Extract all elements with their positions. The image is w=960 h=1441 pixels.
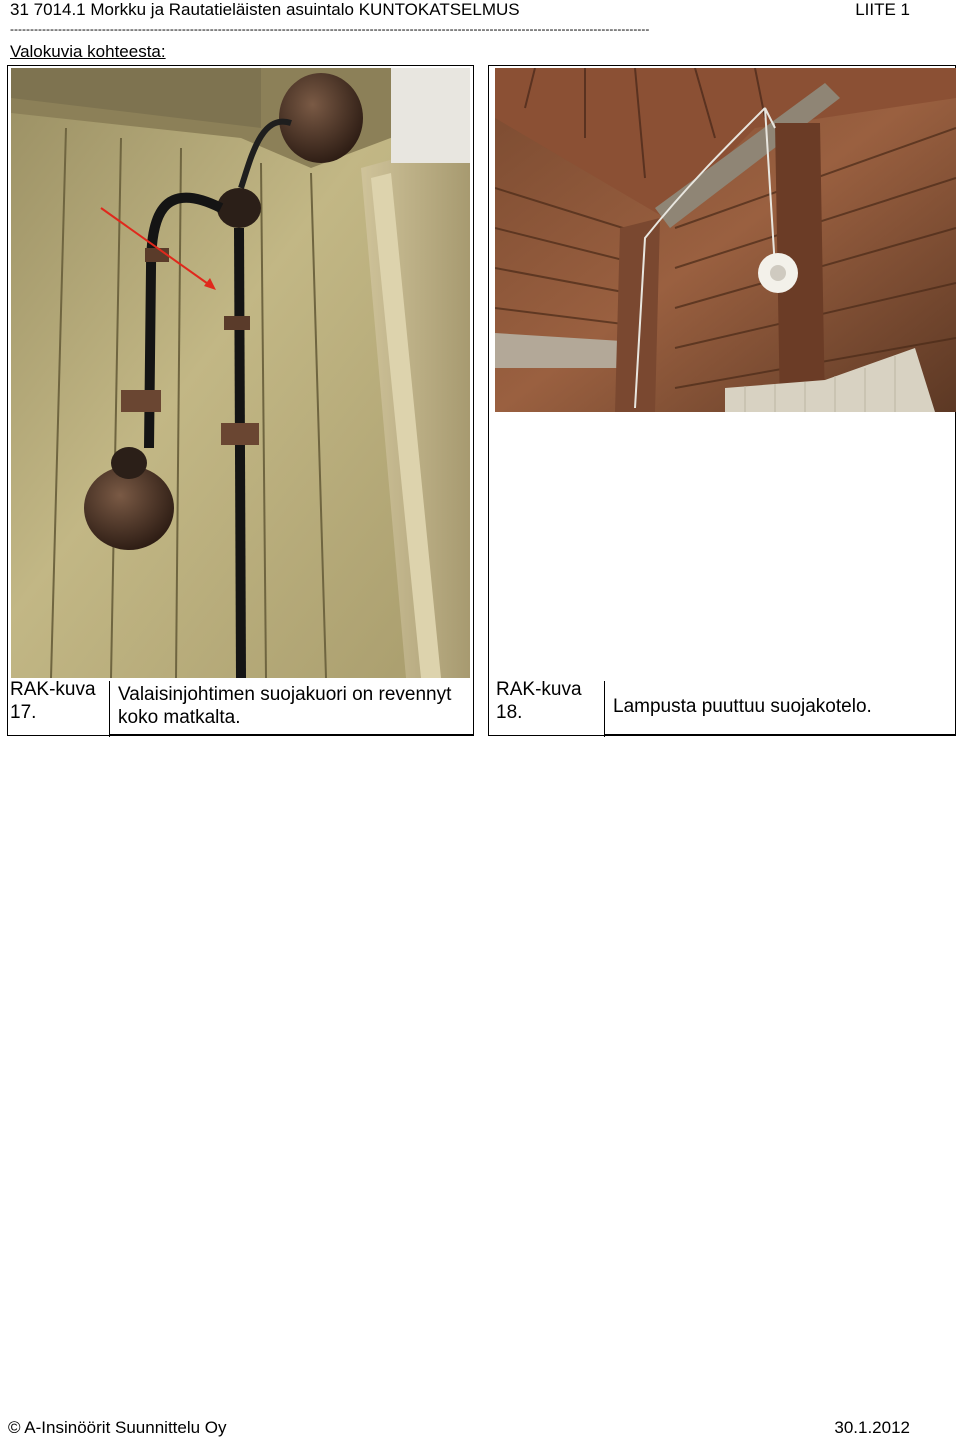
footer-company: © A-Insinöörit Suunnittelu Oy bbox=[8, 1418, 227, 1437]
photo-18-caption-line1: Lampusta puuttuu suojakotelo. bbox=[613, 696, 872, 717]
photo-17-label-line1: RAK-kuva bbox=[10, 679, 96, 700]
caption-divider bbox=[109, 681, 110, 737]
photo-panel-18 bbox=[488, 65, 956, 736]
photo-18-label-line2: 18. bbox=[496, 702, 523, 723]
photo-ceiling-lamp bbox=[495, 68, 956, 412]
header-dashed-rule: ---------------------------------------------------------------------------------------------------------------------------------------------------------------- bbox=[10, 22, 650, 36]
appendix-label: LIITE 1 bbox=[855, 0, 910, 19]
document-header-title: 31 7014.1 Morkku ja Rautatieläisten asuintalo KUNTOKATSELMUS bbox=[10, 0, 520, 19]
photo-panel-17 bbox=[7, 65, 474, 736]
photo-17-caption-line2: koko matkalta. bbox=[118, 707, 241, 728]
photo-17-caption-line1: Valaisinjohtimen suojakuori on revennyt bbox=[118, 684, 452, 705]
caption-divider bbox=[604, 681, 605, 737]
footer-date: 30.1.2012 bbox=[834, 1418, 910, 1437]
photo-wall-cable-fixture bbox=[11, 68, 470, 678]
section-heading: Valokuvia kohteesta: bbox=[10, 42, 166, 61]
photo-18-label-line1: RAK-kuva bbox=[496, 679, 582, 700]
caption-underline bbox=[109, 734, 474, 735]
caption-underline bbox=[604, 734, 956, 735]
photo-17-label-line2: 17. bbox=[10, 702, 37, 723]
